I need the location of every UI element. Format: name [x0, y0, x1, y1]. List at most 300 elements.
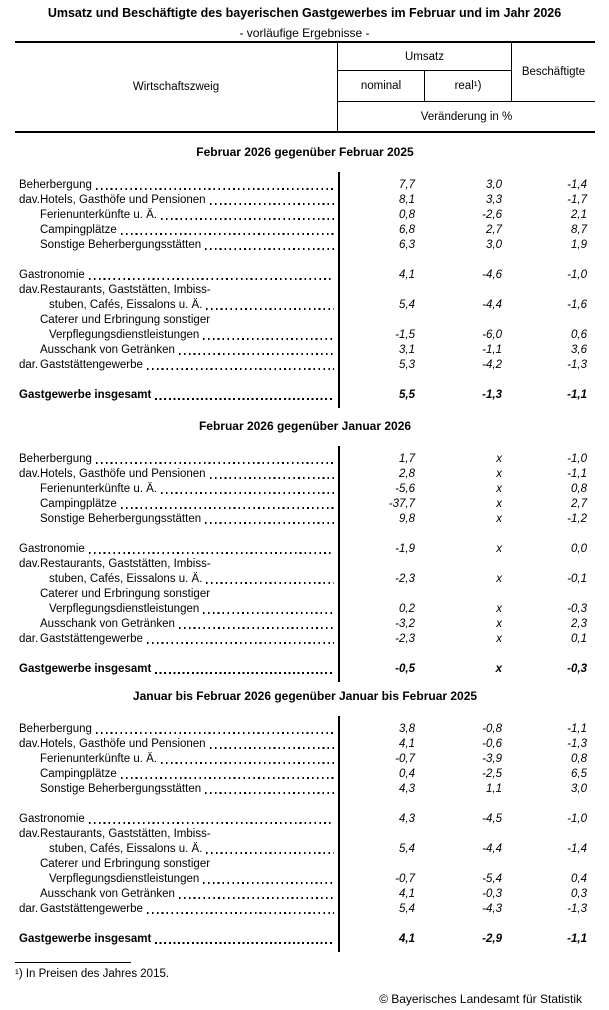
- table-section: [15, 689, 595, 947]
- value-nominal: 3,1: [399, 344, 415, 356]
- table-row: [15, 857, 595, 872]
- value-nominal: 0,4: [399, 768, 415, 780]
- row-label-area: [15, 932, 338, 947]
- value-nominal: 4,1: [399, 888, 415, 900]
- dotted-leader: [179, 627, 334, 629]
- table-row: [15, 452, 595, 467]
- row-label: Gaststättengewerbe: [40, 903, 143, 915]
- row-label: Restaurants, Gaststätten, Imbiss-: [40, 828, 211, 840]
- table-row: [15, 358, 595, 373]
- row-prefix: [19, 238, 40, 253]
- value-employees: 2,1: [571, 209, 587, 221]
- row-label-area: [15, 482, 338, 497]
- value-employees: [511, 557, 595, 572]
- dotted-leader: [147, 912, 334, 914]
- value-real: x: [496, 573, 502, 585]
- value-nominal: 4,1: [399, 269, 415, 281]
- dotted-leader: [203, 338, 334, 340]
- value-real: -4,4: [482, 843, 502, 855]
- value-real: [424, 857, 511, 872]
- value-real: -4,3: [482, 903, 502, 915]
- value-real: [424, 283, 511, 298]
- value-nominal: 5,5: [399, 389, 415, 401]
- value-nominal: 4,3: [399, 783, 415, 795]
- value-real: -0,8: [482, 723, 502, 735]
- row-label-area: [15, 557, 338, 572]
- value-nominal: 6,3: [399, 239, 415, 251]
- value-real: x: [495, 663, 502, 675]
- row-label: Ferienunterkünfte u. Ä.: [40, 209, 157, 221]
- section-rows: [15, 178, 595, 403]
- unit-row-label: Veränderung in %: [420, 110, 513, 123]
- row-label-area: [15, 358, 338, 373]
- row-label-area: [15, 298, 338, 313]
- row-label: Hotels, Gasthöfe und Pensionen: [40, 468, 206, 480]
- value-real: x: [496, 618, 502, 630]
- value-real: [424, 313, 511, 328]
- dotted-leader: [205, 522, 334, 524]
- spacer-row: [15, 917, 595, 932]
- dotted-leader: [147, 642, 334, 644]
- dotted-leader: [203, 882, 334, 884]
- value-nominal: -1,9: [395, 543, 415, 555]
- row-label-area: [15, 887, 338, 902]
- row-label: Sonstige Beherbergungsstätten: [40, 239, 202, 251]
- row-label-area: [15, 587, 338, 602]
- value-employees: 2,3: [571, 618, 587, 630]
- column-header-wirtschaftszweig: Wirtschaftszweig: [15, 43, 338, 131]
- row-label-area: [15, 238, 338, 253]
- row-label-area: [15, 343, 338, 358]
- value-real: x: [496, 633, 502, 645]
- value-employees: 3,6: [571, 344, 587, 356]
- value-employees: [511, 827, 595, 842]
- value-employees: 0,3: [571, 888, 587, 900]
- table-row: [15, 467, 595, 482]
- dotted-leader: [206, 852, 334, 854]
- row-label: Caterer und Erbringung sonstiger: [40, 314, 211, 326]
- value-nominal: 3,8: [399, 723, 415, 735]
- row-label: Gastgewerbe insgesamt: [19, 389, 152, 401]
- table-row: [15, 887, 595, 902]
- value-employees: -1,2: [567, 513, 587, 525]
- table-row: [15, 268, 595, 283]
- row-prefix: dav.: [19, 558, 40, 570]
- row-prefix: [19, 587, 40, 602]
- value-nominal: [338, 313, 424, 328]
- row-prefix: [19, 208, 40, 223]
- table-header: [15, 41, 595, 133]
- value-employees: 0,1: [571, 633, 587, 645]
- table-row: [15, 283, 595, 298]
- table-row: [15, 827, 595, 842]
- value-nominal: 4,1: [399, 933, 415, 945]
- value-real: -2,6: [482, 209, 502, 221]
- row-label-area: [15, 827, 338, 842]
- value-nominal: -0,5: [395, 663, 415, 675]
- row-label: Hotels, Gasthöfe und Pensionen: [40, 738, 206, 750]
- row-label: Ausschank von Getränken: [40, 344, 175, 356]
- section-heading: Januar bis Februar 2026 gegenüber Januar bis Februar 2025: [132, 689, 478, 703]
- dotted-leader: [210, 747, 334, 749]
- value-real: 3,0: [486, 179, 502, 191]
- value-nominal: [338, 857, 424, 872]
- row-prefix: dar.: [19, 633, 39, 645]
- row-prefix: dav.: [19, 194, 40, 206]
- table-row: [15, 572, 595, 587]
- value-real: 1,1: [486, 783, 502, 795]
- row-prefix: [19, 857, 40, 872]
- value-nominal: 5,4: [399, 903, 415, 915]
- spacer-row: [15, 647, 595, 662]
- row-prefix: [19, 617, 40, 632]
- table-row: [15, 223, 595, 238]
- dotted-leader: [96, 732, 334, 734]
- value-real: -2,5: [482, 768, 502, 780]
- value-nominal: -1,5: [395, 329, 415, 341]
- row-label: Gastronomie: [19, 543, 85, 555]
- row-label: Campingplätze: [40, 768, 117, 780]
- value-nominal: -3,2: [395, 618, 415, 630]
- row-label-area: [15, 193, 338, 208]
- dotted-leader: [203, 612, 334, 614]
- value-nominal: -0,7: [395, 873, 415, 885]
- value-employees: -1,7: [567, 194, 587, 206]
- value-nominal: [338, 557, 424, 572]
- value-employees: [511, 857, 595, 872]
- row-label: Campingplätze: [40, 498, 117, 510]
- dotted-leader: [206, 308, 334, 310]
- table-row: [15, 238, 595, 253]
- row-prefix: dar.: [19, 359, 39, 371]
- row-label: Restaurants, Gaststätten, Imbiss-: [40, 284, 211, 296]
- row-label: Gastronomie: [19, 813, 85, 825]
- table-row: [15, 178, 595, 193]
- row-label: Verpflegungsdienstleistungen: [49, 603, 200, 615]
- table-row: [15, 902, 595, 917]
- row-label: Gastgewerbe insgesamt: [19, 933, 152, 945]
- value-employees: -1,1: [567, 468, 587, 480]
- page-subtitle: - vorläufige Ergebnisse -: [239, 26, 370, 40]
- row-label-area: [15, 617, 338, 632]
- value-employees: -1,3: [567, 738, 587, 750]
- spacer-row: [15, 253, 595, 268]
- value-real: -4,4: [482, 299, 502, 311]
- row-label-area: [15, 662, 338, 677]
- row-prefix: dar.: [19, 903, 39, 915]
- dotted-leader: [96, 188, 334, 190]
- value-employees: [511, 313, 595, 328]
- row-label: Verpflegungsdienstleistungen: [49, 329, 200, 341]
- row-label: Verpflegungsdienstleistungen: [49, 873, 200, 885]
- value-employees: -1,1: [567, 389, 587, 401]
- row-label-area: [15, 752, 338, 767]
- dotted-leader: [147, 368, 334, 370]
- dotted-leader: [155, 672, 334, 674]
- table-row: [15, 557, 595, 572]
- value-real: 2,7: [486, 224, 502, 236]
- value-real: -6,0: [482, 329, 502, 341]
- value-nominal: -2,3: [395, 573, 415, 585]
- row-prefix: dav.: [19, 738, 40, 750]
- table-row: [15, 313, 595, 328]
- row-prefix: [19, 782, 40, 797]
- table-row: [15, 512, 595, 527]
- value-nominal: -2,3: [395, 633, 415, 645]
- table-row: [15, 208, 595, 223]
- footnote: ¹) In Preisen des Jahres 2015.: [15, 968, 170, 980]
- row-label: Caterer und Erbringung sonstiger: [40, 858, 211, 870]
- column-header-real: real¹): [424, 71, 511, 102]
- value-employees: -1,0: [567, 453, 587, 465]
- value-real: x: [496, 603, 502, 615]
- dotted-leader: [89, 278, 334, 280]
- value-real: -0,6: [482, 738, 502, 750]
- value-employees: -1,0: [567, 269, 587, 281]
- row-label-area: [15, 812, 338, 827]
- row-label: Sonstige Beherbergungsstätten: [40, 783, 202, 795]
- row-label-area: [15, 632, 338, 647]
- row-label: Hotels, Gasthöfe und Pensionen: [40, 194, 206, 206]
- row-label-area: [15, 572, 338, 587]
- value-employees: 0,8: [571, 483, 587, 495]
- row-label-area: [15, 857, 338, 872]
- row-prefix: [19, 313, 40, 328]
- spacer-row: [15, 527, 595, 542]
- row-label-area: [15, 902, 338, 917]
- row-label-area: [15, 268, 338, 283]
- dotted-leader: [206, 582, 334, 584]
- value-real: -4,5: [482, 813, 502, 825]
- value-employees: -1,1: [567, 933, 587, 945]
- dotted-leader: [155, 398, 334, 400]
- table-row: [15, 343, 595, 358]
- row-label-area: [15, 512, 338, 527]
- spacer-row: [15, 373, 595, 388]
- value-employees: [511, 283, 595, 298]
- value-employees: 0,0: [571, 543, 587, 555]
- row-label: Gastronomie: [19, 269, 85, 281]
- row-label: Ausschank von Getränken: [40, 618, 175, 630]
- row-prefix: [19, 497, 40, 512]
- value-real: -0,3: [482, 888, 502, 900]
- value-nominal: 0,2: [399, 603, 415, 615]
- table-row: [15, 388, 595, 403]
- value-nominal: 0,8: [399, 209, 415, 221]
- value-employees: 8,7: [571, 224, 587, 236]
- value-employees: -1,4: [567, 843, 587, 855]
- column-header-umsatz: Umsatz: [338, 43, 511, 71]
- value-employees: 6,5: [571, 768, 587, 780]
- row-label: Restaurants, Gaststätten, Imbiss-: [40, 558, 211, 570]
- row-label-area: [15, 497, 338, 512]
- table-row: [15, 587, 595, 602]
- table-row: [15, 632, 595, 647]
- dotted-leader: [96, 462, 334, 464]
- value-real: -1,1: [482, 344, 502, 356]
- column-header-nominal: nominal: [338, 71, 424, 102]
- value-real: x: [496, 498, 502, 510]
- dotted-leader: [121, 507, 334, 509]
- value-employees: 0,8: [571, 753, 587, 765]
- value-real: 3,3: [486, 194, 502, 206]
- row-label: Beherbergung: [19, 179, 92, 191]
- row-prefix: [19, 482, 40, 497]
- row-label: Gaststättengewerbe: [40, 359, 143, 371]
- row-label-area: [15, 178, 338, 193]
- value-nominal: 5,4: [399, 843, 415, 855]
- row-label: stuben, Cafés, Eissalons u. Ä.: [49, 299, 203, 311]
- value-real: x: [496, 513, 502, 525]
- value-employees: -0,1: [567, 573, 587, 585]
- dotted-leader: [205, 792, 334, 794]
- row-label-area: [15, 223, 338, 238]
- row-label-area: [15, 328, 338, 343]
- dotted-leader: [179, 353, 334, 355]
- value-nominal: 9,8: [399, 513, 415, 525]
- row-label-area: [15, 467, 338, 482]
- value-nominal: 5,4: [399, 299, 415, 311]
- table-row: [15, 842, 595, 857]
- dotted-leader: [210, 477, 334, 479]
- row-label-area: [15, 542, 338, 557]
- dotted-leader: [155, 942, 334, 944]
- row-label: Gastgewerbe insgesamt: [19, 663, 152, 675]
- row-label-area: [15, 388, 338, 403]
- value-employees: -1,3: [567, 359, 587, 371]
- value-real: -2,9: [482, 933, 502, 945]
- value-employees: 0,6: [571, 329, 587, 341]
- value-nominal: -0,7: [395, 753, 415, 765]
- row-label: Campingplätze: [40, 224, 117, 236]
- table-row: [15, 193, 595, 208]
- value-employees: -0,3: [567, 603, 587, 615]
- row-label: Beherbergung: [19, 723, 92, 735]
- value-nominal: [338, 827, 424, 842]
- value-real: -3,9: [482, 753, 502, 765]
- table-row: [15, 722, 595, 737]
- row-prefix: dav.: [19, 468, 40, 480]
- value-real: -4,2: [482, 359, 502, 371]
- row-label: stuben, Cafés, Eissalons u. Ä.: [49, 843, 203, 855]
- table-row: [15, 542, 595, 557]
- row-label-area: [15, 313, 338, 328]
- table-row: [15, 782, 595, 797]
- value-nominal: 7,7: [399, 179, 415, 191]
- value-nominal: 5,3: [399, 359, 415, 371]
- row-label-area: [15, 452, 338, 467]
- row-prefix: [19, 767, 40, 782]
- copyright: © Bayerisches Landesamt für Statistik: [379, 992, 582, 1006]
- value-nominal: -5,6: [395, 483, 415, 495]
- row-prefix: [19, 223, 40, 238]
- value-employees: -1,4: [567, 179, 587, 191]
- value-real: [424, 587, 511, 602]
- row-label: Ferienunterkünfte u. Ä.: [40, 483, 157, 495]
- row-label: stuben, Cafés, Eissalons u. Ä.: [49, 573, 203, 585]
- table-section: [15, 145, 595, 403]
- table-row: [15, 328, 595, 343]
- value-nominal: 4,1: [399, 738, 415, 750]
- row-label-area: [15, 737, 338, 752]
- value-real: x: [496, 468, 502, 480]
- value-real: -4,6: [482, 269, 502, 281]
- row-label-area: [15, 842, 338, 857]
- section-rows: [15, 452, 595, 677]
- row-label-area: [15, 767, 338, 782]
- spacer-row: [15, 797, 595, 812]
- row-label: Ferienunterkünfte u. Ä.: [40, 753, 157, 765]
- table-row: [15, 602, 595, 617]
- value-nominal: 8,1: [399, 194, 415, 206]
- row-label-area: [15, 208, 338, 223]
- value-employees: -1,3: [567, 903, 587, 915]
- value-real: x: [496, 483, 502, 495]
- value-employees: 1,9: [571, 239, 587, 251]
- dotted-leader: [210, 203, 334, 205]
- value-real: -5,4: [482, 873, 502, 885]
- row-label: Caterer und Erbringung sonstiger: [40, 588, 211, 600]
- value-nominal: 4,3: [399, 813, 415, 825]
- section-heading: Februar 2026 gegenüber Januar 2026: [198, 419, 412, 433]
- footnote-divider: [15, 962, 131, 963]
- row-prefix: [19, 752, 40, 767]
- value-real: 3,0: [486, 239, 502, 251]
- table-row: [15, 932, 595, 947]
- dotted-leader: [161, 218, 334, 220]
- table-row: [15, 497, 595, 512]
- row-label-area: [15, 602, 338, 617]
- dotted-leader: [89, 552, 334, 554]
- row-prefix: [19, 343, 40, 358]
- value-nominal: [338, 283, 424, 298]
- value-employees: -0,3: [567, 663, 587, 675]
- value-nominal: 6,8: [399, 224, 415, 236]
- row-label-area: [15, 782, 338, 797]
- value-employees: 0,4: [571, 873, 587, 885]
- section-heading: Februar 2026 gegenüber Februar 2025: [196, 145, 414, 159]
- dotted-leader: [89, 822, 334, 824]
- table-row: [15, 737, 595, 752]
- value-nominal: 1,7: [399, 453, 415, 465]
- dotted-leader: [121, 233, 334, 235]
- row-label: Ausschank von Getränken: [40, 888, 175, 900]
- value-employees: -1,1: [567, 723, 587, 735]
- section-rows: [15, 722, 595, 947]
- value-employees: [511, 587, 595, 602]
- row-prefix: dav.: [19, 284, 40, 296]
- value-employees: -1,6: [567, 299, 587, 311]
- value-nominal: -37,7: [388, 498, 415, 510]
- value-employees: 2,7: [571, 498, 587, 510]
- dotted-leader: [161, 762, 334, 764]
- row-prefix: [19, 887, 40, 902]
- dotted-leader: [161, 492, 334, 494]
- row-label: Sonstige Beherbergungsstätten: [40, 513, 202, 525]
- table-row: [15, 767, 595, 782]
- row-label: Beherbergung: [19, 453, 92, 465]
- value-real: -1,3: [482, 389, 502, 401]
- row-prefix: [19, 512, 40, 527]
- table-row: [15, 298, 595, 313]
- dotted-leader: [179, 897, 334, 899]
- value-nominal: [338, 587, 424, 602]
- row-label-area: [15, 872, 338, 887]
- table-section: [15, 419, 595, 677]
- value-employees: 3,0: [571, 783, 587, 795]
- table-row: [15, 812, 595, 827]
- value-real: x: [496, 543, 502, 555]
